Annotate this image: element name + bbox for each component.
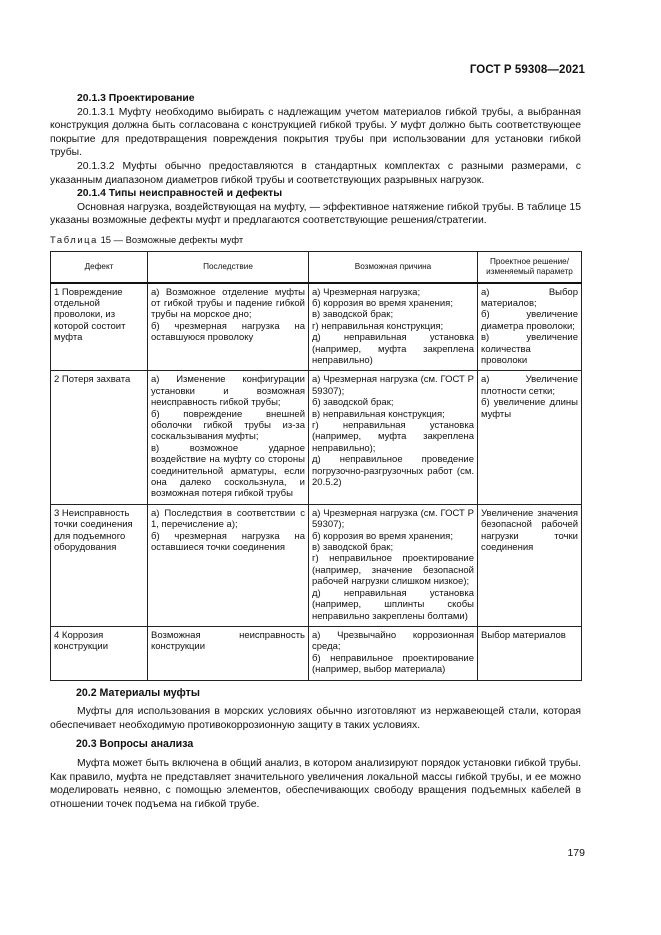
cause-item: д) неправильное проведение погрузочно-разгрузочных работ (см. 20.5.2) xyxy=(312,454,474,489)
cause-item: г) неправильное проектирование (например, значение безопасной рабочей нагрузки слишком низкое); xyxy=(312,553,474,588)
defects-table-body xyxy=(51,283,582,681)
cause-item: д) неправильная установка (например, муфта закреплена неправильно) xyxy=(312,332,474,366)
cause-item: б) коррозия во время хранения; xyxy=(312,530,453,542)
cell-cause xyxy=(309,504,478,626)
solution-item: Увеличение значения безопасной рабочей нагрузки точки соединения xyxy=(481,507,578,554)
heading-20-2: 20.2 Материалы муфты xyxy=(76,686,200,699)
paragraph-20-1-3-1: 20.1.3.1 Муфту необходимо выбирать с надлежащим учетом материалов гибкой трубы, а выбранная конструкция должна быть согласована с конструкцией гибкой трубы. У муфт должно быть соответствующее покрытие для предотвращения повреждения покрытия трубы при использовании для установки гибкой трубы. xyxy=(50,106,581,159)
column-header-solution: Проектное решение/ изменяемый параметр xyxy=(478,251,582,283)
consequence-item: в) возможное ударное воздействие на муфту со стороны соединительной арматуры, если она далеко соскользнула, и возможная потеря гибкой трубы xyxy=(151,442,305,500)
cell-solution xyxy=(478,283,582,371)
cause-item: б) заводской брак; xyxy=(312,397,394,409)
paragraph-20-1-3-2: 20.1.3.2 Муфты обычно предоставляются в стандартных комплектах с разными размерами, с указанным диапазоном диаметров гибкой трубы и соответствующих разрывных нагрузок. xyxy=(50,160,581,186)
heading-20-1-3: 20.1.3 Проектирование xyxy=(77,93,195,104)
cell-defect: 1 Повреждение отдельной проволоки, из которой состоит муфта xyxy=(51,283,148,371)
cell-consequence xyxy=(148,626,309,680)
cause-item: б) коррозия во время хранения; xyxy=(312,297,453,309)
cause-item: б) неправильное проектирование (например, выбор материала) xyxy=(312,652,474,676)
cause-item: а) Чрезмерная нагрузка (см. ГОСТ Р 59307); xyxy=(312,374,474,397)
cell-cause xyxy=(309,283,478,371)
consequence-item: б) чрезмерная нагрузка на оставшуюся проволоку xyxy=(151,320,305,344)
cell-cause xyxy=(309,626,478,680)
cause-item: в) неправильная конструкция; xyxy=(312,408,445,420)
cause-item: г) неправильная конструкция; xyxy=(312,320,444,332)
defects-table xyxy=(50,251,582,681)
cell-solution xyxy=(478,371,582,504)
column-header-defect: Дефект xyxy=(51,251,148,283)
cell-defect: 2 Потеря захвата xyxy=(51,371,148,504)
cause-item: а) Чрезмерная нагрузка; xyxy=(312,286,421,298)
table-caption-prefix: Таблица xyxy=(50,233,98,245)
paragraph-20-3: Муфта может быть включена в общий анализ, в котором анализируют порядок установки гибкой трубы. Как правило, муфта не представляет значительного увеличения локальной массы гибкой трубы, и ее можно моделировать неявно, с помощью элементов, обеспечивающих свободу вращения подъемных кабелей в отношении точек подъема на гибкой трубе. xyxy=(50,757,581,810)
solution-item: б) увеличение длины муфты xyxy=(481,397,578,420)
solution-item: в) увеличение количества проволоки xyxy=(481,332,578,366)
document-id-header: ГОСТ Р 59308—2021 xyxy=(469,64,585,76)
solution-item: Выбор материалов xyxy=(481,629,566,641)
consequence-item: Возможная неисправность конструкции xyxy=(151,629,305,653)
cell-consequence xyxy=(148,371,309,504)
cell-consequence xyxy=(148,283,309,371)
consequence-item: б) повреждение внешней оболочки гибкой трубы из-за соскальзывания муфты; xyxy=(151,408,305,443)
page-number: 179 xyxy=(567,847,585,859)
cell-defect: 4 Коррозия конструкции xyxy=(51,626,148,680)
cause-item: г) неправильная установка (например, муфта закреплена неправильно); xyxy=(312,420,474,454)
document-body xyxy=(50,92,581,811)
cell-solution xyxy=(478,504,582,626)
table-caption xyxy=(50,233,581,247)
cause-item: д) неправильная установка (например, шплинты скобы неправильно закреплены болтами) xyxy=(312,587,474,622)
cell-consequence xyxy=(148,504,309,626)
table-row xyxy=(51,626,582,680)
cause-item: в) заводской брак; xyxy=(312,309,394,321)
heading-20-3: 20.3 Вопросы анализа xyxy=(76,738,194,751)
paragraph-20-2: Муфты для использования в морских условиях обычно изготовляют из нержавеющей стали, которая обеспечивает необходимую противокоррозионную защиту в таких условиях. xyxy=(50,706,581,731)
table-caption-title: 15 — Возможные дефекты муфт xyxy=(97,233,244,245)
consequence-item: а) Последствия в соответствии с 1, перечисление а); xyxy=(151,507,305,531)
solution-item: а) Выбор материалов; xyxy=(481,286,578,309)
table-row xyxy=(51,504,582,626)
paragraph-20-1-4: Основная нагрузка, воздействующая на муфту, — эффективное натяжение гибкой трубы. В таблице 15 указаны возможные дефекты муфт и предлагаются соответствующие решения/стратегии. xyxy=(50,201,581,227)
table-row xyxy=(51,283,582,371)
consequence-item: а) Возможное отделение муфты от гибкой трубы и падение гибкой трубы на морское дно; xyxy=(151,286,305,321)
column-header-cause: Возможная причина xyxy=(309,251,478,283)
heading-20-1-4: 20.1.4 Типы неисправностей и дефекты xyxy=(77,188,283,200)
cause-item: в) заводской брак; xyxy=(312,542,394,554)
consequence-item: а) Изменение конфигурации установки и возможная неисправность гибкой трубы; xyxy=(151,374,305,409)
table-row xyxy=(51,371,582,504)
solution-item: б) увеличение диаметра проволоки; xyxy=(481,309,578,332)
cause-item: а) Чрезвычайно коррозионная среда; xyxy=(312,629,474,653)
cell-solution xyxy=(478,626,582,680)
solution-item: а) Увеличение плотности сетки; xyxy=(481,374,578,397)
cell-defect: 3 Неисправность точки соединения для подъемного оборудования xyxy=(51,504,148,626)
consequence-item: б) чрезмерная нагрузка на оставшиеся точки соединения xyxy=(151,530,305,554)
cause-item: а) Чрезмерная нагрузка (см. ГОСТ Р 59307); xyxy=(312,507,474,531)
column-header-consequence: Последствие xyxy=(148,251,309,283)
cell-cause xyxy=(309,371,478,504)
table-header-row xyxy=(51,251,582,283)
